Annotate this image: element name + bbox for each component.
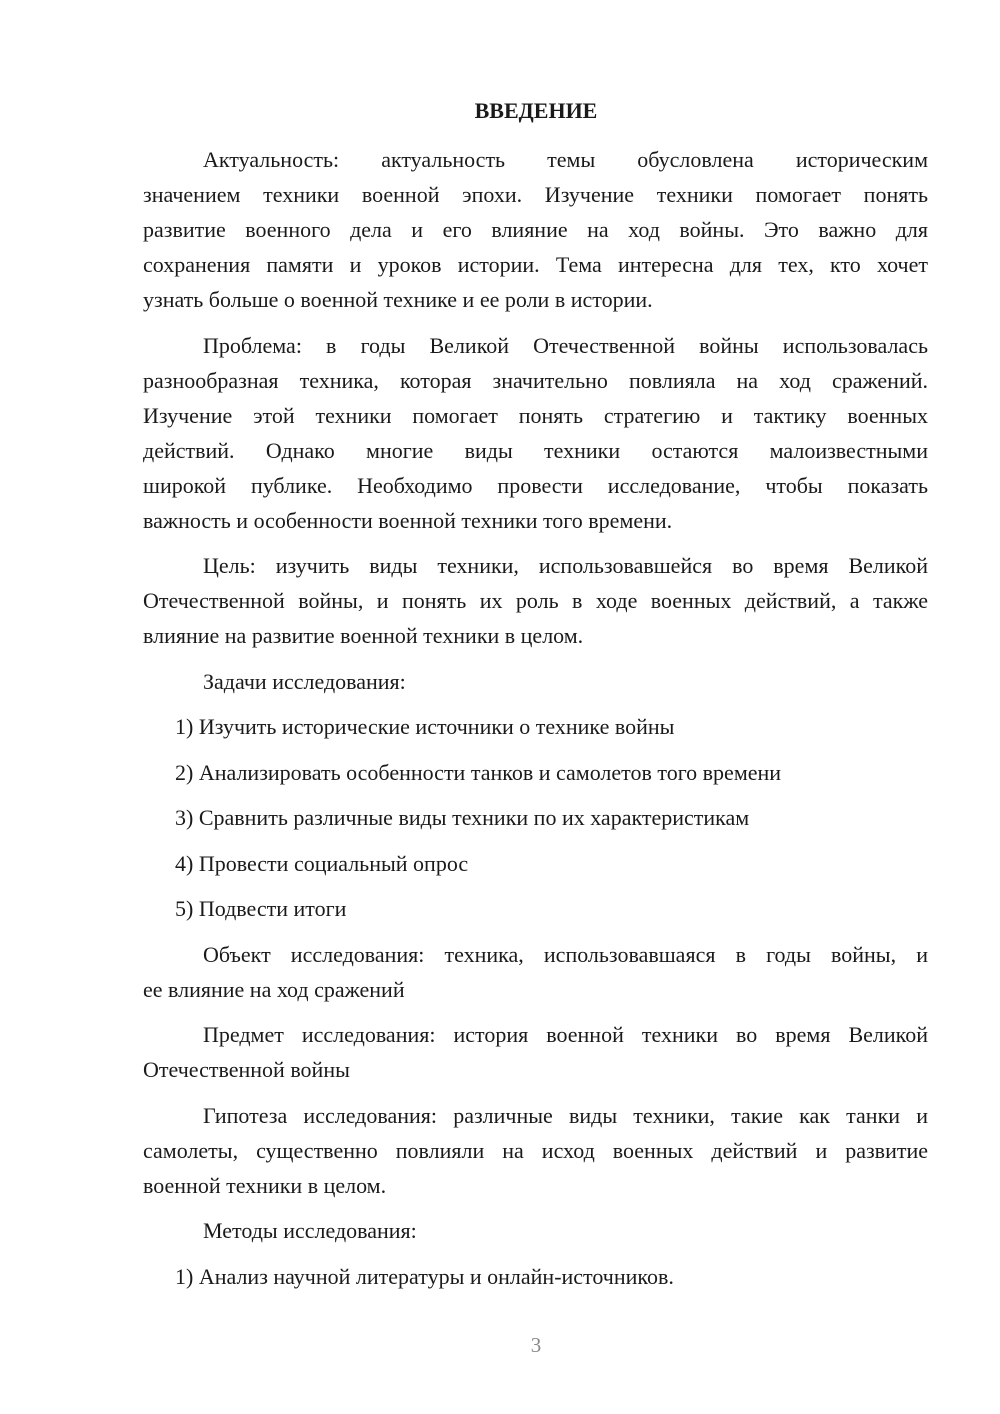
text-line: самолеты, существенно повлияли на исход военных действий и развитие [143,1137,928,1163]
text-line: 2) Анализировать особенности танков и самолетов того времени [175,759,782,785]
text-line: 1) Анализ научной литературы и онлайн-источников. [175,1263,674,1289]
list-item [143,1259,928,1294]
text-line: Задачи исследования: [203,668,406,694]
text-line: Предмет исследования: история военной техники во время Великой [203,1022,928,1047]
document-body [143,142,928,1304]
paragraph [143,1017,928,1087]
text-line: 1) Изучить исторические источники о технике войны [175,714,675,739]
text-line: 3) Сравнить различные виды техники по их характеристикам [175,805,750,830]
text-line: широкой публике. Необходимо провести исследование, чтобы показать [143,472,928,498]
text-line: Объект исследования: техника, использовавшаяся в годы войны, и [203,941,928,967]
text-line: развитие военного дела и его влияние на ход войны. Это важно для [143,217,928,242]
paragraph [143,664,928,699]
paragraph [143,548,928,653]
text-line: влияние на развитие военной техники в целом. [143,623,584,648]
text-line: значением техники военной эпохи. Изучение техники помогает понять [143,182,928,207]
list-item [143,709,928,744]
text-line: Проблема: в годы Великой Отечественной войны использовалась [203,332,928,358]
list-item [143,800,928,835]
text-line: Методы исследования: [203,1218,417,1243]
paragraph [143,142,928,317]
text-line: узнать больше о военной технике и ее роли в истории. [143,287,653,312]
list-item [143,891,928,926]
text-line: разнообразная техника, которая значительно повлияла на ход сражений. [143,367,928,393]
text-line: ее влияние на ход сражений [143,976,405,1002]
paragraph [143,1213,928,1248]
text-line: 5) Подвести итоги [175,896,347,921]
text-line: Цель: изучить виды техники, использовавшейся во время Великой [203,553,928,578]
text-line: важность и особенности военной техники того времени. [143,507,673,533]
text-line: военной техники в целом. [143,1172,387,1198]
text-line: Изучение этой техники помогает понять стратегию и тактику военных [143,402,928,428]
page-number: 3 [530,1333,542,1357]
text-line: Отечественной войны [143,1057,350,1082]
text-line: Отечественной войны, и понять их роль в ходе военных действий, а также [143,588,928,613]
paragraph [143,1098,928,1203]
paragraph [143,328,928,538]
text-line: Актуальность: актуальность темы обусловлена историческим [203,147,928,172]
list-item [143,755,928,790]
text-line: 4) Провести социальный опрос [175,850,469,876]
paragraph [143,937,928,1007]
text-line: Гипотеза исследования: различные виды техники, такие как танки и [203,1102,928,1128]
text-line: сохранения памяти и уроков истории. Тема интересна для тех, кто хочет [143,252,928,277]
list-item [143,846,928,881]
text-line: действий. Однако многие виды техники остаются малоизвестными [143,437,928,463]
section-title: ВВЕДЕНИЕ [474,98,598,123]
